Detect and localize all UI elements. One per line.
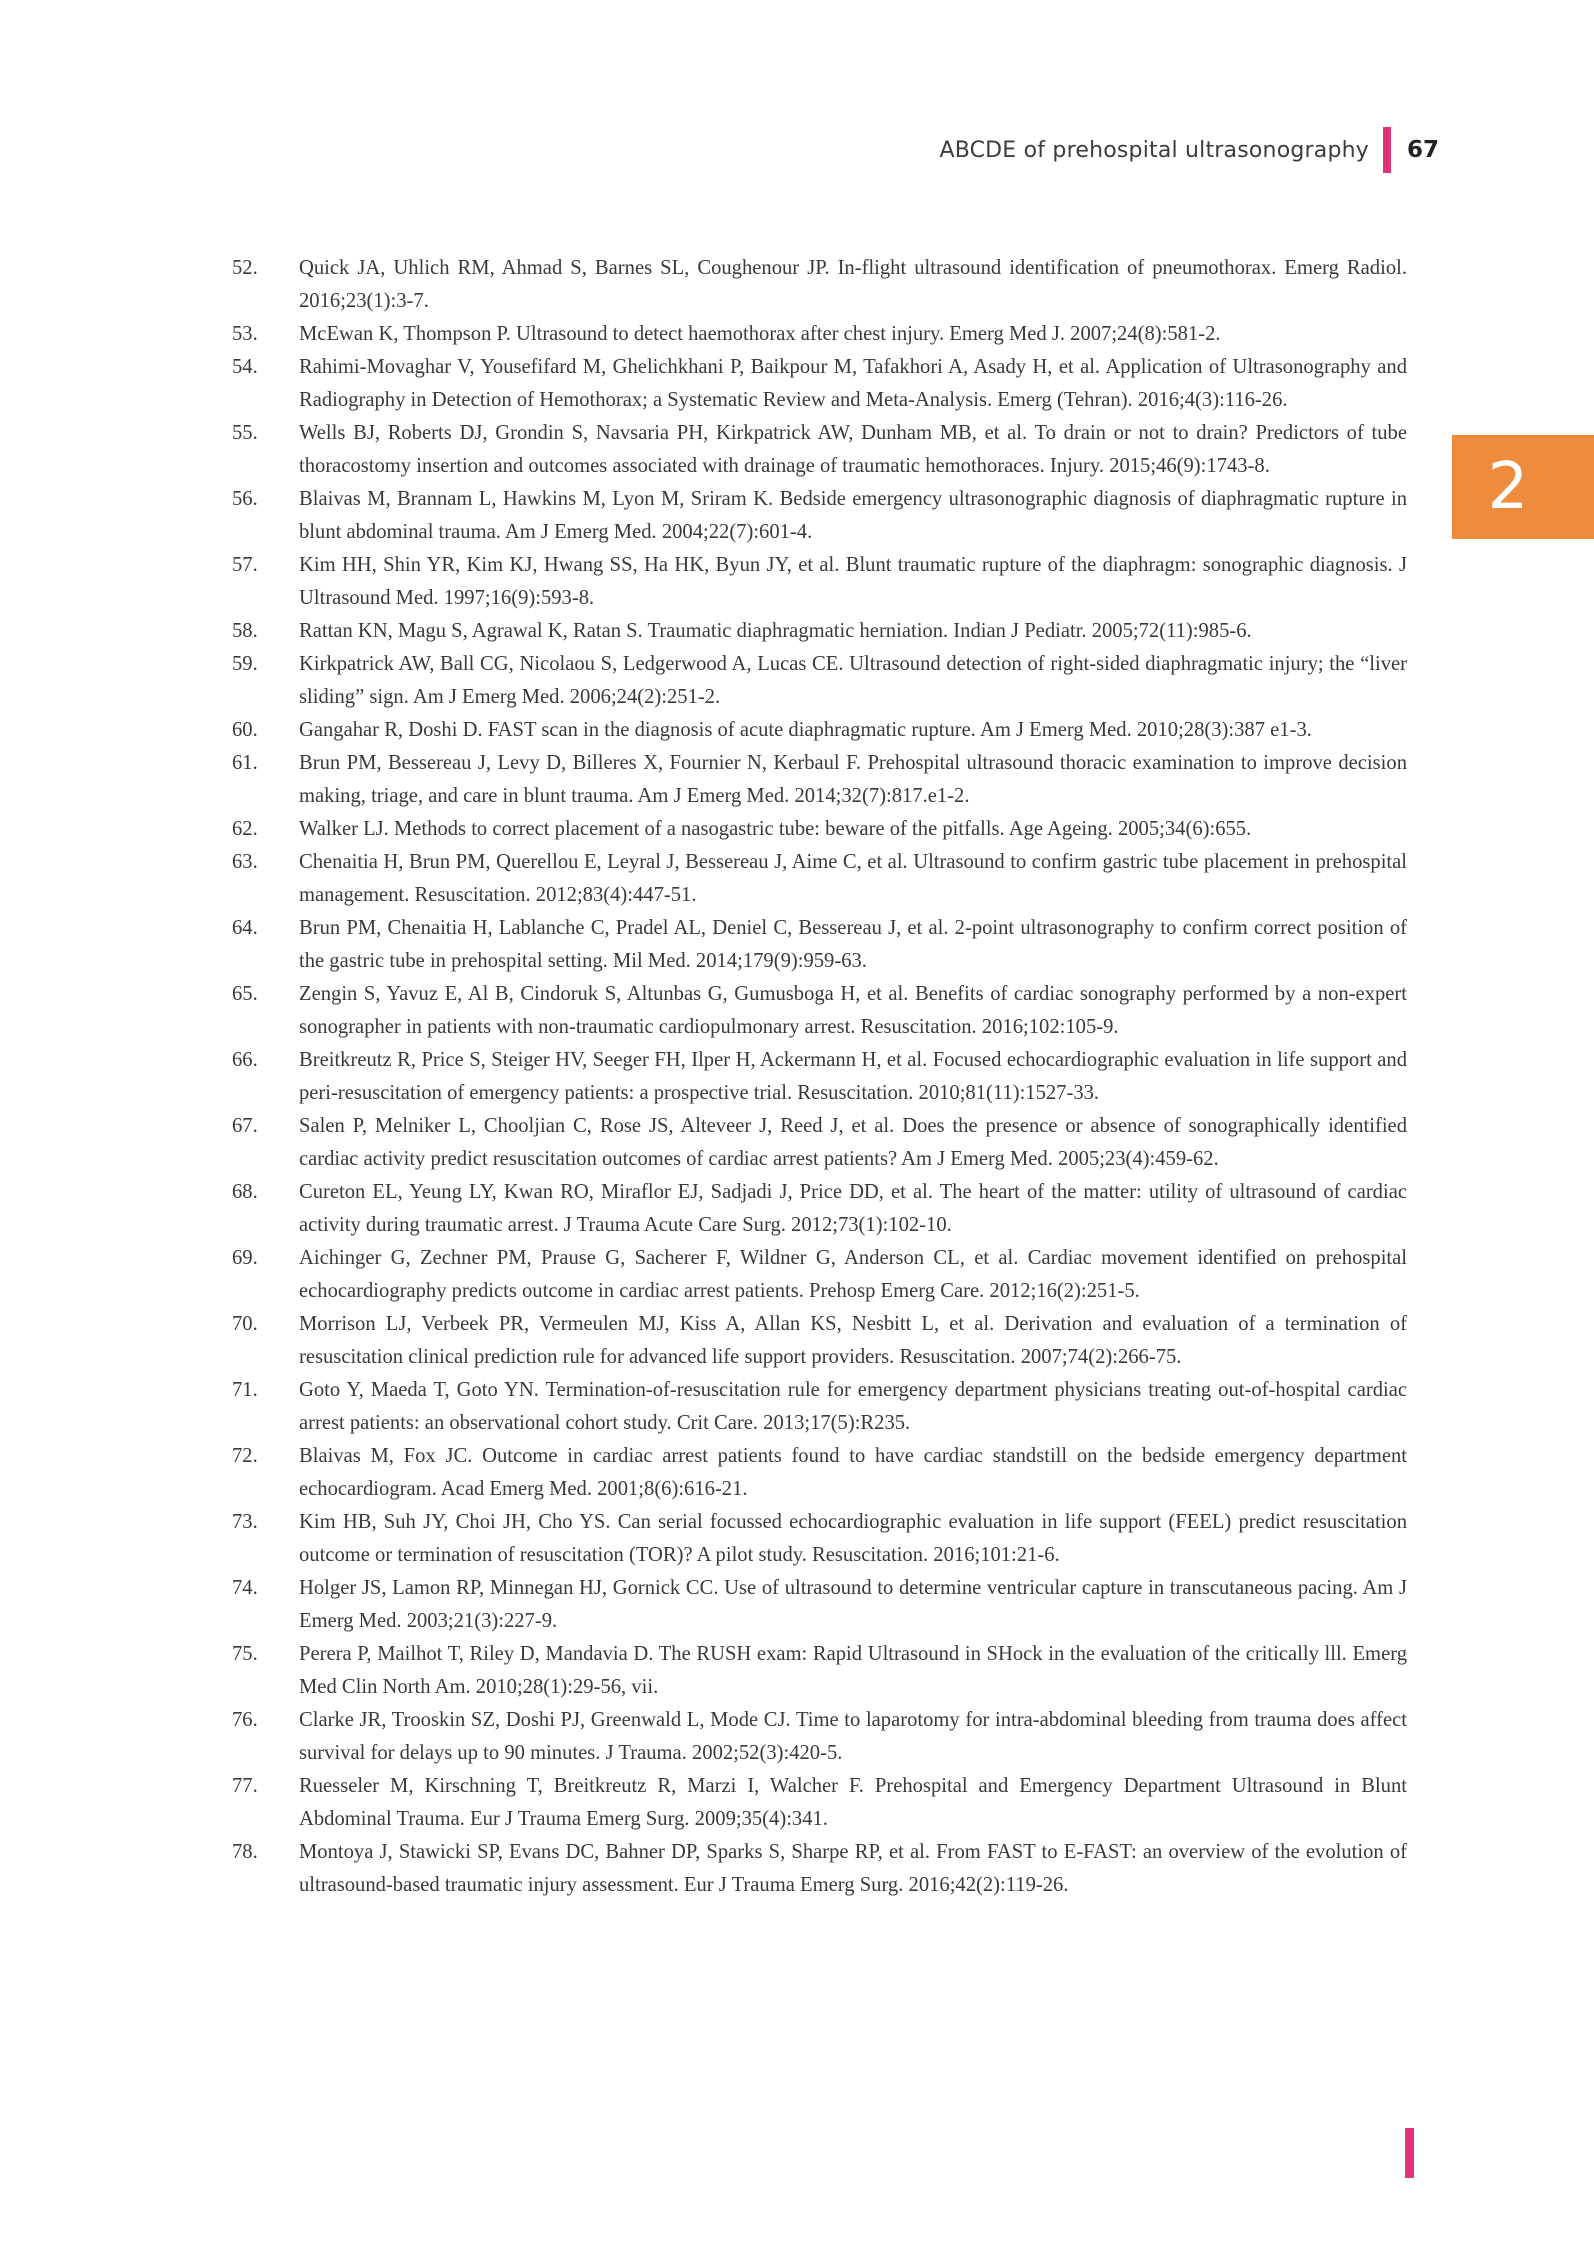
reference-list <box>232 252 1407 1902</box>
reference-number: 67. <box>232 1115 258 1137</box>
chapter-tab: 2 <box>1452 435 1594 539</box>
reference-number: 74. <box>232 1577 258 1599</box>
reference-item <box>232 318 1407 351</box>
reference-number: 54. <box>232 356 258 378</box>
reference-number: 53. <box>232 323 258 345</box>
reference-number: 56. <box>232 488 258 510</box>
reference-item <box>232 1836 1407 1902</box>
reference-item <box>232 912 1407 978</box>
reference-item <box>232 1176 1407 1242</box>
reference-text: Walker LJ. Methods to correct placement of a nasogastric tube: beware of the pitfalls. Age Ageing. 2005;34(6):655. <box>299 818 1252 840</box>
reference-text: Morrison LJ, Verbeek PR, Vermeulen MJ, Kiss A, Allan KS, Nesbitt L, et al. Derivation and evaluation of a termination of resuscitation clinical prediction rule for advanced life support providers. Resuscitation. 2007;74(2):266-75. <box>299 1313 1407 1368</box>
reference-number: 59. <box>232 653 258 675</box>
reference-item <box>232 846 1407 912</box>
reference-item <box>232 615 1407 648</box>
reference-number: 73. <box>232 1511 258 1533</box>
reference-item <box>232 978 1407 1044</box>
reference-item <box>232 1242 1407 1308</box>
reference-text: Kim HB, Suh JY, Choi JH, Cho YS. Can serial focussed echocardiographic evaluation in life support (FEEL) predict resuscitation outcome or termination of resuscitation (TOR)? A pilot study. Resuscitation. 2016;101:21-6. <box>299 1511 1407 1566</box>
reference-text: Cureton EL, Yeung LY, Kwan RO, Miraflor EJ, Sadjadi J, Price DD, et al. The heart of the matter: utility of ultrasound of cardiac activity during traumatic arrest. J Trauma Acute Care Surg. 2012;73(1):102-10. <box>299 1181 1407 1236</box>
reference-item <box>232 648 1407 714</box>
reference-number: 55. <box>232 422 258 444</box>
reference-item <box>232 1308 1407 1374</box>
reference-number: 75. <box>232 1643 258 1665</box>
reference-text: Zengin S, Yavuz E, Al B, Cindoruk S, Altunbas G, Gumusboga H, et al. Benefits of cardiac sonography performed by a non-expert sonographer in patients with non-traumatic cardiopulmonary arrest. Resuscitation. 2016;102:105-9. <box>299 983 1407 1038</box>
reference-item <box>232 549 1407 615</box>
reference-text: Chenaitia H, Brun PM, Querellou E, Leyral J, Bessereau J, Aime C, et al. Ultrasound to confirm gastric tube placement in prehospital management. Resuscitation. 2012;83(4):447-51. <box>299 851 1407 906</box>
running-header-title: ABCDE of prehospital ultrasonography <box>939 137 1369 163</box>
reference-text: Rahimi-Movaghar V, Yousefifard M, Ghelichkhani P, Baikpour M, Tafakhori A, Asady H, et al. Application of Ultrasonography and Radiography in Detection of Hemothorax; a Systematic Review and Meta-Analysis. Emerg (Tehran). 2016;4(3):116-26. <box>299 356 1407 411</box>
reference-text: Blaivas M, Fox JC. Outcome in cardiac arrest patients found to have cardiac standstill on the bedside emergency department echocardiogram. Acad Emerg Med. 2001;8(6):616-21. <box>299 1445 1407 1500</box>
reference-item <box>232 483 1407 549</box>
reference-item <box>232 351 1407 417</box>
reference-number: 68. <box>232 1181 258 1203</box>
reference-item <box>232 1770 1407 1836</box>
reference-number: 69. <box>232 1247 258 1269</box>
reference-item <box>232 714 1407 747</box>
reference-item <box>232 747 1407 813</box>
reference-number: 77. <box>232 1775 258 1797</box>
reference-text: Brun PM, Chenaitia H, Lablanche C, Pradel AL, Deniel C, Bessereau J, et al. 2-point ultrasonography to confirm correct position of the gastric tube in prehospital setting. Mil Med. 2014;179(9):959-63. <box>299 917 1407 972</box>
reference-number: 70. <box>232 1313 258 1335</box>
reference-number: 72. <box>232 1445 258 1467</box>
reference-item <box>232 1638 1407 1704</box>
reference-number: 63. <box>232 851 258 873</box>
reference-text: Goto Y, Maeda T, Goto YN. Termination-of-resuscitation rule for emergency department physicians treating out-of-hospital cardiac arrest patients: an observational cohort study. Crit Care. 2013;17(5):R235. <box>299 1379 1407 1434</box>
reference-text: Breitkreutz R, Price S, Steiger HV, Seeger FH, Ilper H, Ackermann H, et al. Focused echocardiographic evaluation in life support and peri-resuscitation of emergency patients: a prospective trial. Resuscitation. 2010;81(11):1527-33. <box>299 1049 1407 1104</box>
reference-number: 71. <box>232 1379 258 1401</box>
reference-text: Blaivas M, Brannam L, Hawkins M, Lyon M, Sriram K. Bedside emergency ultrasonographic diagnosis of diaphragmatic rupture in blunt abdominal trauma. Am J Emerg Med. 2004;22(7):601-4. <box>299 488 1407 543</box>
reference-item <box>232 1374 1407 1440</box>
reference-item <box>232 1572 1407 1638</box>
reference-item <box>232 1044 1407 1110</box>
reference-number: 60. <box>232 719 258 741</box>
reference-text: Ruesseler M, Kirschning T, Breitkreutz R, Marzi I, Walcher F. Prehospital and Emergency Department Ultrasound in Blunt Abdominal Trauma. Eur J Trauma Emerg Surg. 2009;35(4):341. <box>299 1775 1407 1830</box>
reference-item <box>232 1440 1407 1506</box>
reference-item <box>232 813 1407 846</box>
reference-number: 78. <box>232 1841 258 1863</box>
reference-text: Kim HH, Shin YR, Kim KJ, Hwang SS, Ha HK, Byun JY, et al. Blunt traumatic rupture of the diaphragm: sonographic diagnosis. J Ultrasound Med. 1997;16(9):593-8. <box>299 554 1407 609</box>
reference-text: Clarke JR, Trooskin SZ, Doshi PJ, Greenwald L, Mode CJ. Time to laparotomy for intra-abdominal bleeding from trauma does affect survival for delays up to 90 minutes. J Trauma. 2002;52(3):420-5. <box>299 1709 1407 1764</box>
reference-text: Gangahar R, Doshi D. FAST scan in the diagnosis of acute diaphragmatic rupture. Am J Emerg Med. 2010;28(3):387 e1-3. <box>299 719 1312 741</box>
reference-item <box>232 1506 1407 1572</box>
reference-number: 76. <box>232 1709 258 1731</box>
reference-text: Perera P, Mailhot T, Riley D, Mandavia D. The RUSH exam: Rapid Ultrasound in SHock in the evaluation of the critically lll. Emerg Med Clin North Am. 2010;28(1):29-56, vii. <box>299 1643 1407 1698</box>
reference-number: 64. <box>232 917 258 939</box>
reference-item <box>232 417 1407 483</box>
reference-number: 65. <box>232 983 258 1005</box>
reference-text: Montoya J, Stawicki SP, Evans DC, Bahner DP, Sparks S, Sharpe RP, et al. From FAST to E-FAST: an overview of the evolution of ultrasound-based traumatic injury assessment. Eur J Trauma Emerg Surg. 2016;42(2):119-26. <box>299 1841 1407 1896</box>
reference-text: Kirkpatrick AW, Ball CG, Nicolaou S, Ledgerwood A, Lucas CE. Ultrasound detection of right-sided diaphragmatic injury; the “liver sliding” sign. Am J Emerg Med. 2006;24(2):251-2. <box>299 653 1407 708</box>
reference-item <box>232 1704 1407 1770</box>
reference-item <box>232 252 1407 318</box>
reference-text: Aichinger G, Zechner PM, Prause G, Sacherer F, Wildner G, Anderson CL, et al. Cardiac movement identified on prehospital echocardiography predicts outcome in cardiac arrest patients. Prehosp Emerg Care. 2012;16(2):251-5. <box>299 1247 1407 1302</box>
reference-number: 62. <box>232 818 258 840</box>
footer-accent-bar <box>1405 2128 1414 2178</box>
reference-number: 52. <box>232 257 258 279</box>
reference-text: Salen P, Melniker L, Chooljian C, Rose JS, Alteveer J, Reed J, et al. Does the presence or absence of sonographically identified cardiac activity predict resuscitation outcomes of cardiac arrest patients? Am J Emerg Med. 2005;23(4):459-62. <box>299 1115 1407 1170</box>
reference-number: 58. <box>232 620 258 642</box>
header-accent-bar <box>1383 127 1391 173</box>
reference-item <box>232 1110 1407 1176</box>
reference-text: McEwan K, Thompson P. Ultrasound to detect haemothorax after chest injury. Emerg Med J. 2007;24(8):581-2. <box>299 323 1221 345</box>
reference-number: 61. <box>232 752 258 774</box>
running-header <box>939 130 1439 170</box>
reference-text: Rattan KN, Magu S, Agrawal K, Ratan S. Traumatic diaphragmatic herniation. Indian J Pediatr. 2005;72(11):985-6. <box>299 620 1252 642</box>
reference-text: Wells BJ, Roberts DJ, Grondin S, Navsaria PH, Kirkpatrick AW, Dunham MB, et al. To drain or not to drain? Predictors of tube thoracostomy insertion and outcomes associated with drainage of traumatic hemothoraces. Injury. 2015;46(9):1743-8. <box>299 422 1407 477</box>
reference-number: 57. <box>232 554 258 576</box>
reference-text: Holger JS, Lamon RP, Minnegan HJ, Gornick CC. Use of ultrasound to determine ventricular capture in transcutaneous pacing. Am J Emerg Med. 2003;21(3):227-9. <box>299 1577 1407 1632</box>
reference-text: Quick JA, Uhlich RM, Ahmad S, Barnes SL, Coughenour JP. In-flight ultrasound identification of pneumothorax. Emerg Radiol. 2016;23(1):3-7. <box>299 257 1407 312</box>
reference-text: Brun PM, Bessereau J, Levy D, Billeres X, Fournier N, Kerbaul F. Prehospital ultrasound thoracic examination to improve decision making, triage, and care in blunt trauma. Am J Emerg Med. 2014;32(7):817.e1-2. <box>299 752 1407 807</box>
reference-number: 66. <box>232 1049 258 1071</box>
page-number: 67 <box>1406 137 1439 163</box>
